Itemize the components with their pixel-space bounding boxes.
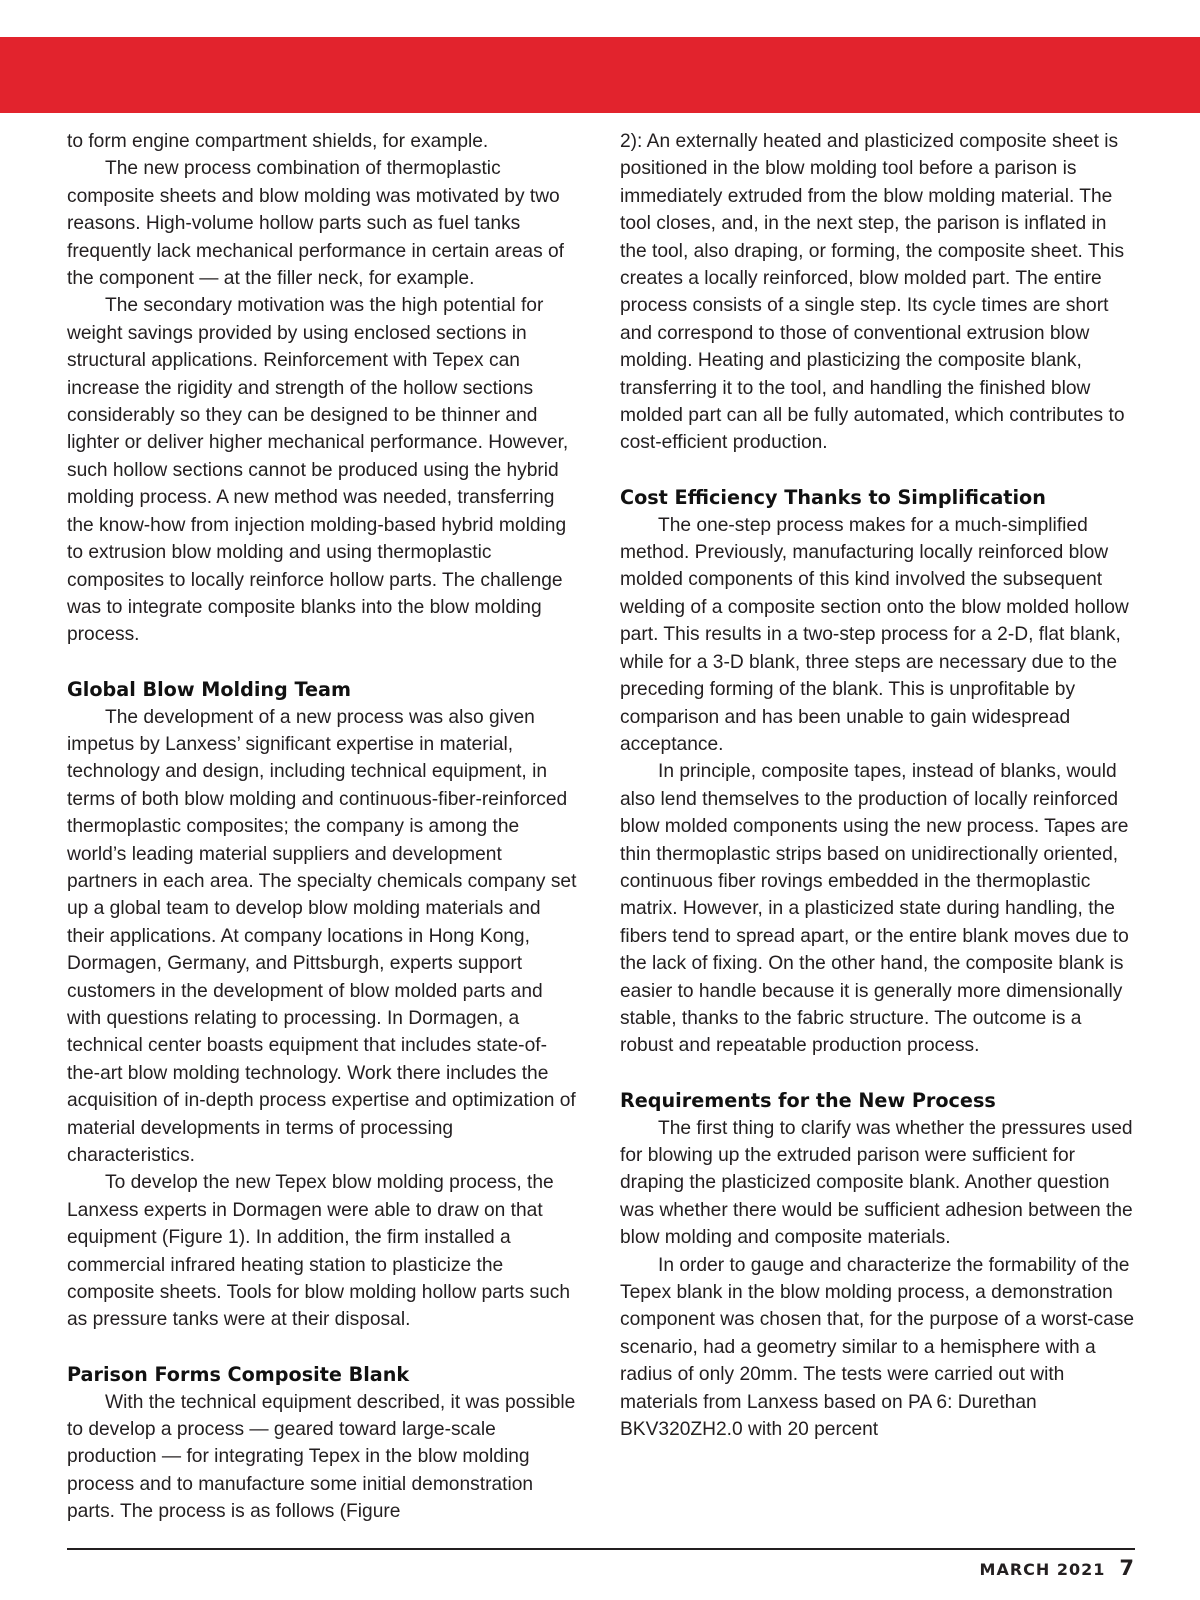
paragraph: The first thing to clarify was whether the pressures used for blowing up the extruded parison were sufficient for draping the plasticized composite blank. Another question was whether there would be sufficient adhesion between the blow molding and composite materials. bbox=[620, 1117, 1133, 1249]
page-number: 7 bbox=[1119, 1556, 1134, 1580]
header-red-bar bbox=[0, 37, 1200, 113]
section-heading: Parison Forms Composite Blank bbox=[67, 1363, 410, 1387]
paragraph: 2): An externally heated and plasticized composite sheet is positioned in the blow molding tool before a parison is immediately extruded from the blow molding material. The tool closes, and, in the next step, the parison is inflated in the tool, also draping, or forming, the composite sheet. This creates a locally reinforced, blow molded part. The entire process consists of a single step. Its cycle times are short and correspond to those of conventional extrusion blow molding. Heating and plasticizing the composite blank, transferring it to the tool, and handling the finished blow molded part can all be fully automated, which contributes to cost-efficient production. bbox=[620, 131, 1125, 454]
paragraph: to form engine compartment shields, for example. bbox=[67, 131, 489, 152]
left-column bbox=[67, 128, 577, 1526]
paragraph: The secondary motivation was the high potential for weight savings provided by using enclosed sections in structural applications. Reinforcement with Tepex can increase the rigidity and strength of the hollow sections considerably so they can be designed to be thinner and lighter or deliver higher mechanical performance. However, such hollow sections cannot be produced using the hybrid molding process. A new method was needed, transferring the know-how from injection molding-based hybrid molding to extrusion blow molding and using thermoplastic composites to locally reinforce hollow parts. The challenge was to integrate composite blanks into the blow molding process. bbox=[67, 295, 569, 646]
page-footer bbox=[980, 1556, 1134, 1586]
paragraph: With the technical equipment described, it was possible to develop a process — geared toward large-scale production — for integrating Tepex in the blow molding process and to manufacture some initial demonstration parts. The process is as follows (Figure bbox=[67, 1391, 576, 1523]
section-heading: Cost Efficiency Thanks to Simplification bbox=[620, 486, 1046, 510]
section-heading: Global Blow Molding Team bbox=[67, 678, 351, 702]
section-heading: Requirements for the New Process bbox=[620, 1089, 996, 1113]
paragraph: To develop the new Tepex blow molding process, the Lanxess experts in Dormagen were able to draw on that equipment (Figure 1). In addition, the firm installed a commercial infrared heating station to plasticize the composite sheets. Tools for blow molding hollow parts such as pressure tanks were at their disposal. bbox=[67, 1172, 571, 1331]
paragraph: The one-step process makes for a much-simplified method. Previously, manufacturing locally reinforced blow molded components of this kind involved the subsequent welding of a composite section onto the blow molded hollow part. This results in a two-step process for a 2-D, flat blank, while for a 3-D blank, three steps are necessary due to the preceding forming of the blank. This is unprofitable by comparison and has been unable to gain widespread acceptance. bbox=[620, 514, 1129, 755]
issue-date: MARCH 2021 bbox=[979, 1560, 1106, 1579]
paragraph: The development of a new process was also given impetus by Lanxess’ significant expertise in material, technology and design, including technical equipment, in terms of both blow molding and continuous-fiber-reinforced thermoplastic composites; the company is among the world’s leading material suppliers and development partners in each area. The specialty chemicals company set up a global team to develop blow molding materials and their applications. At company locations in Hong Kong, Dormagen, Germany, and Pittsburgh, experts support customers in the development of blow molded parts and with questions relating to processing. In Dormagen, a technical center boasts equipment that includes state-of-the-art blow molding technology. Work there includes the acquisition of in-depth process expertise and optimization of material developments in terms of processing characteristics. bbox=[67, 706, 577, 1167]
paragraph: In order to gauge and characterize the formability of the Tepex blank in the blow molding process, a demonstration component was chosen that, for the purpose of a worst-case scenario, had a geometry similar to a hemisphere with a radius of only 20mm. The tests were carried out with materials from Lanxess based on PA 6: Durethan BKV320ZH2.0 with 20 percent bbox=[620, 1254, 1135, 1441]
paragraph: The new process combination of thermoplastic composite sheets and blow molding was motivated by two reasons. High-volume hollow parts such as fuel tanks frequently lack mechanical performance in certain areas of the component — at the filler neck, for example. bbox=[67, 158, 564, 290]
paragraph: In principle, composite tapes, instead of blanks, would also lend themselves to the production of locally reinforced blow molded components using the new process. Tapes are thin thermoplastic strips based on unidirectionally oriented, continuous fiber rovings embedded in the thermoplastic matrix. However, in a plasticized state during handling, the fibers tend to spread apart, or the entire blank moves due to the lack of fixing. On the other hand, the composite blank is easier to handle because it is generally more dimensionally stable, thanks to the fabric structure. The outcome is a robust and repeatable production process. bbox=[620, 761, 1129, 1057]
right-column bbox=[620, 128, 1135, 1443]
footer-divider bbox=[67, 1548, 1135, 1550]
